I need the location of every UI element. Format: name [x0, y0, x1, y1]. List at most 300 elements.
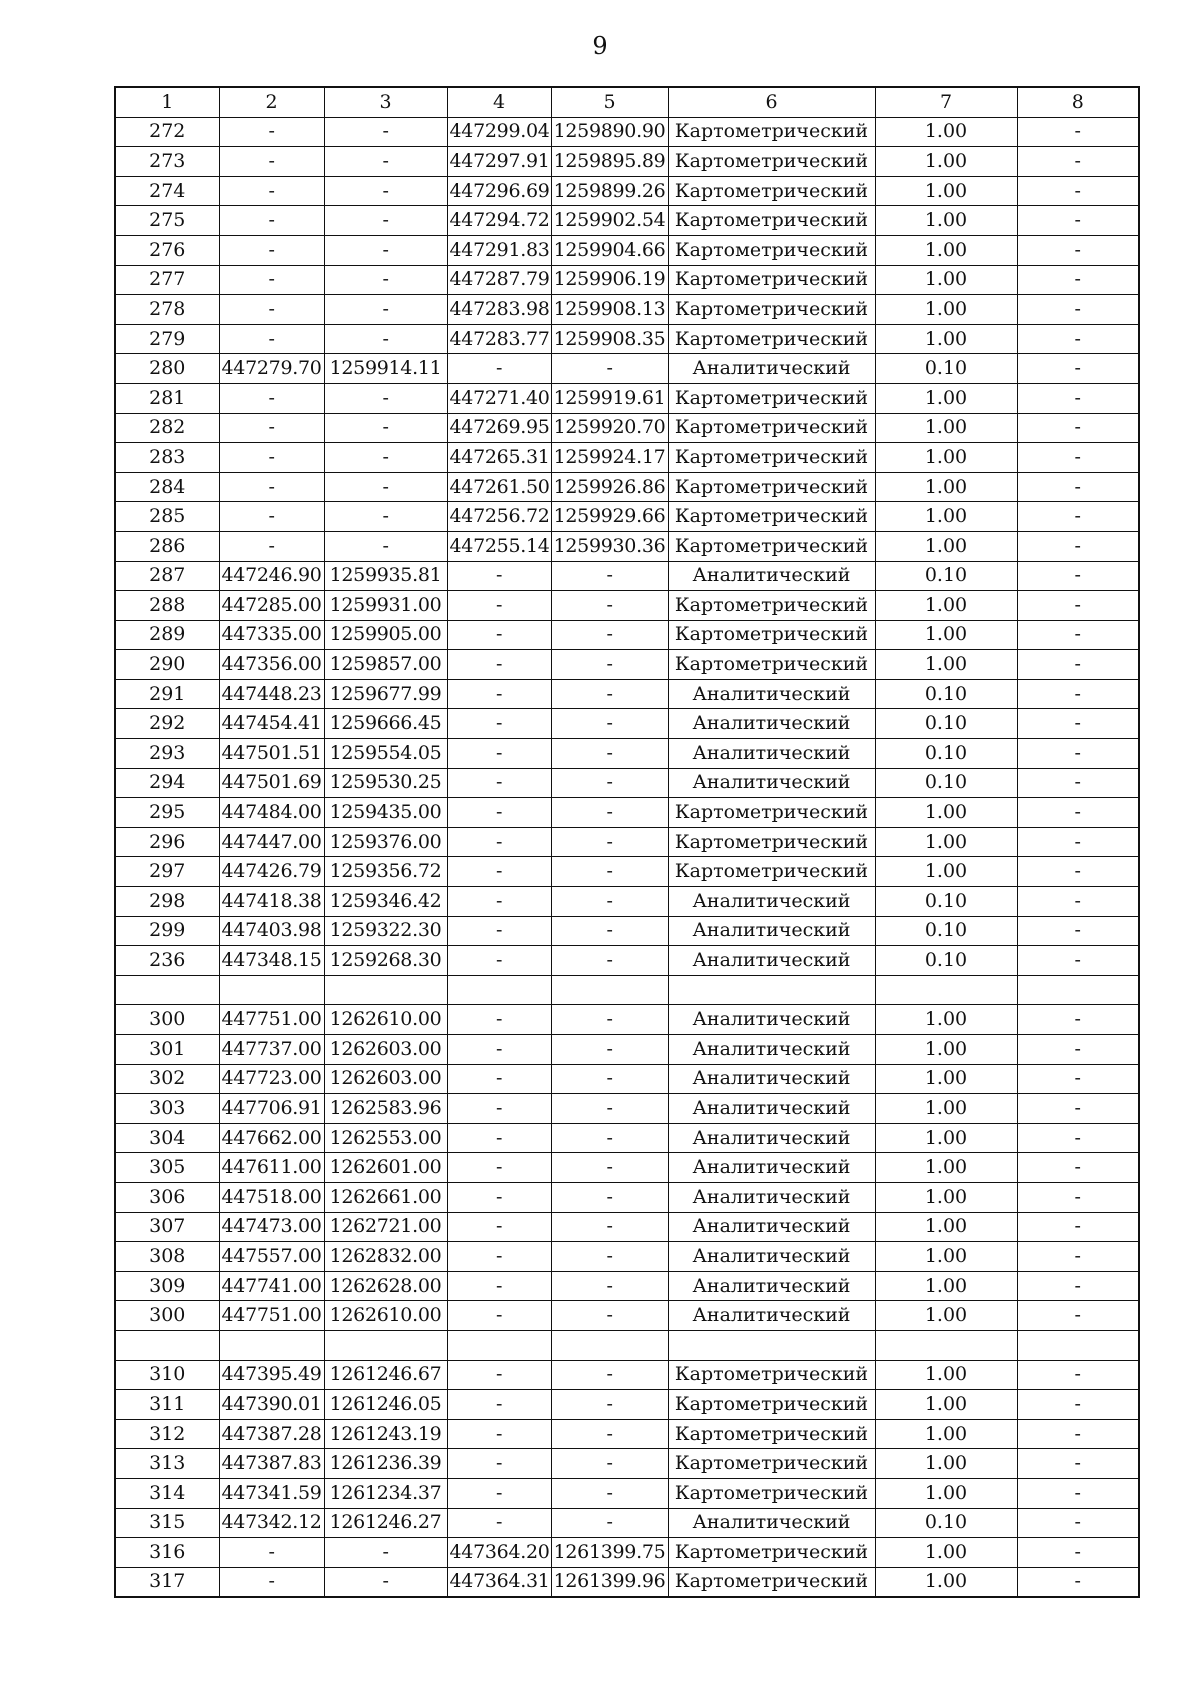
table-cell: 447662.00: [219, 1123, 324, 1153]
table-row: [115, 916, 1139, 946]
table-cell: 1259890.90: [551, 117, 668, 147]
table-cell: -: [219, 1538, 324, 1568]
table-cell: -: [447, 827, 551, 857]
table-cell: -: [1017, 502, 1139, 532]
table-cell: 447364.31: [447, 1567, 551, 1597]
table-cell: Аналитический: [668, 1064, 875, 1094]
table-cell: -: [447, 354, 551, 384]
table-cell: -: [447, 1123, 551, 1153]
table-cell: Картометрический: [668, 265, 875, 295]
table-row: [115, 768, 1139, 798]
table-cell: 289: [115, 620, 219, 650]
column-header: 7: [875, 87, 1017, 117]
table-cell: Картометрический: [668, 650, 875, 680]
table-cell: Аналитический: [668, 1301, 875, 1331]
table-cell: 1.00: [875, 1419, 1017, 1449]
table-cell: -: [1017, 1419, 1139, 1449]
table-cell: 447348.15: [219, 946, 324, 976]
table-cell: -: [1017, 1390, 1139, 1420]
table-cell: 1259666.45: [324, 709, 447, 739]
table-cell: 1262721.00: [324, 1212, 447, 1242]
table-cell: 447723.00: [219, 1064, 324, 1094]
table-cell: -: [324, 383, 447, 413]
table-cell: Картометрический: [668, 1419, 875, 1449]
table-cell: 1.00: [875, 827, 1017, 857]
table-cell: -: [551, 1182, 668, 1212]
table-cell: -: [551, 1005, 668, 1035]
table-cell: 1.00: [875, 235, 1017, 265]
table-cell: -: [324, 176, 447, 206]
table-cell: 315: [115, 1508, 219, 1538]
table-cell: -: [551, 1508, 668, 1538]
table-cell: 1262610.00: [324, 1301, 447, 1331]
table-cell: 447287.79: [447, 265, 551, 295]
table-cell: [875, 975, 1017, 1005]
table-cell: [219, 975, 324, 1005]
table-cell: -: [447, 1182, 551, 1212]
table-row: [115, 354, 1139, 384]
table-cell: -: [219, 235, 324, 265]
table-cell: 0.10: [875, 1508, 1017, 1538]
table-cell: 1261234.37: [324, 1478, 447, 1508]
table-cell: 447611.00: [219, 1153, 324, 1183]
table-cell: 1259930.36: [551, 531, 668, 561]
page-number: 9: [592, 32, 608, 60]
table-cell: 447426.79: [219, 857, 324, 887]
table-cell: -: [447, 620, 551, 650]
table-cell: 447418.38: [219, 887, 324, 917]
table-row: [115, 946, 1139, 976]
table-cell: 1259322.30: [324, 916, 447, 946]
table-cell: 1259931.00: [324, 591, 447, 621]
table-cell: -: [1017, 383, 1139, 413]
table-cell: 286: [115, 531, 219, 561]
table-cell: -: [219, 383, 324, 413]
table-cell: -: [551, 1390, 668, 1420]
table-cell: -: [324, 531, 447, 561]
table-cell: 447395.49: [219, 1360, 324, 1390]
table-cell: Аналитический: [668, 739, 875, 769]
table-cell: [219, 1330, 324, 1360]
table-cell: -: [447, 768, 551, 798]
table-row: [115, 206, 1139, 236]
table-cell: -: [447, 1212, 551, 1242]
table-cell: Картометрический: [668, 1478, 875, 1508]
table-cell: 1262628.00: [324, 1271, 447, 1301]
table-cell: 1.00: [875, 295, 1017, 325]
table-cell: 1.00: [875, 502, 1017, 532]
table-row: [115, 265, 1139, 295]
table-row: [115, 709, 1139, 739]
table-row: [115, 1567, 1139, 1597]
table-cell: -: [447, 1271, 551, 1301]
table-cell: [668, 975, 875, 1005]
table-row: [115, 1064, 1139, 1094]
table-cell: -: [219, 265, 324, 295]
table-cell: -: [551, 650, 668, 680]
table-cell: -: [551, 620, 668, 650]
table-cell: -: [219, 1567, 324, 1597]
table-cell: 1.00: [875, 413, 1017, 443]
table-cell: -: [551, 1301, 668, 1331]
table-cell: -: [447, 1449, 551, 1479]
table-cell: 0.10: [875, 739, 1017, 769]
table-cell: Аналитический: [668, 1153, 875, 1183]
table-row: [115, 1360, 1139, 1390]
column-header: 8: [1017, 87, 1139, 117]
table-cell: -: [551, 1094, 668, 1124]
table-cell: 312: [115, 1419, 219, 1449]
table-cell: Картометрический: [668, 295, 875, 325]
table-cell: -: [219, 117, 324, 147]
table-cell: 0.10: [875, 887, 1017, 917]
table-cell: 447387.28: [219, 1419, 324, 1449]
table-cell: -: [1017, 147, 1139, 177]
column-header: 2: [219, 87, 324, 117]
table-cell: 308: [115, 1242, 219, 1272]
table-cell: 447501.69: [219, 768, 324, 798]
table-cell: 1.00: [875, 117, 1017, 147]
table-cell: 447335.00: [219, 620, 324, 650]
table-row: [115, 1182, 1139, 1212]
table-row: [115, 591, 1139, 621]
table-cell: 288: [115, 591, 219, 621]
table-cell: 447448.23: [219, 679, 324, 709]
table-cell: 283: [115, 443, 219, 473]
table-cell: 447387.83: [219, 1449, 324, 1479]
table-cell: -: [1017, 1508, 1139, 1538]
table-cell: 275: [115, 206, 219, 236]
table-cell: -: [1017, 561, 1139, 591]
table-cell: 1262610.00: [324, 1005, 447, 1035]
table-cell: [447, 1330, 551, 1360]
table-cell: 273: [115, 147, 219, 177]
table-cell: 1259268.30: [324, 946, 447, 976]
table-cell: -: [551, 591, 668, 621]
table-cell: -: [219, 413, 324, 443]
column-header: 6: [668, 87, 875, 117]
table-row: [115, 443, 1139, 473]
table-cell: 1259435.00: [324, 798, 447, 828]
table-row: [115, 1123, 1139, 1153]
table-cell: 447741.00: [219, 1271, 324, 1301]
table-cell: Картометрический: [668, 1360, 875, 1390]
table-cell: 1259895.89: [551, 147, 668, 177]
table-cell: 447342.12: [219, 1508, 324, 1538]
table-cell: Аналитический: [668, 709, 875, 739]
table-cell: -: [447, 561, 551, 591]
table-cell: 0.10: [875, 354, 1017, 384]
table-cell: 1259908.35: [551, 324, 668, 354]
table-cell: -: [1017, 1094, 1139, 1124]
table-cell: -: [447, 1301, 551, 1331]
table-cell: 447255.14: [447, 531, 551, 561]
table-cell: -: [219, 472, 324, 502]
table-cell: 307: [115, 1212, 219, 1242]
table-cell: 1259926.86: [551, 472, 668, 502]
table-cell: Картометрический: [668, 117, 875, 147]
table-cell: 1261236.39: [324, 1449, 447, 1479]
table-cell: 1.00: [875, 472, 1017, 502]
table-cell: -: [1017, 324, 1139, 354]
table-cell: 1.00: [875, 1390, 1017, 1420]
table-cell: 1259929.66: [551, 502, 668, 532]
table-cell: -: [219, 443, 324, 473]
table-cell: 1262603.00: [324, 1064, 447, 1094]
table-row: [115, 1508, 1139, 1538]
table-cell: -: [219, 324, 324, 354]
table-cell: -: [1017, 679, 1139, 709]
table-cell: -: [551, 1123, 668, 1153]
table-cell: -: [219, 502, 324, 532]
table-row: [115, 117, 1139, 147]
table-cell: 447484.00: [219, 798, 324, 828]
table-cell: Картометрический: [668, 176, 875, 206]
table-cell: [668, 1330, 875, 1360]
table-cell: -: [219, 147, 324, 177]
table-cell: 1.00: [875, 531, 1017, 561]
table-row: [115, 1390, 1139, 1420]
table-cell: 1259530.25: [324, 768, 447, 798]
table-cell: Картометрический: [668, 857, 875, 887]
table-row: [115, 1301, 1139, 1331]
table-cell: [1017, 1330, 1139, 1360]
table-cell: 1.00: [875, 1094, 1017, 1124]
table-cell: -: [1017, 620, 1139, 650]
table-cell: 305: [115, 1153, 219, 1183]
table-cell: 447356.00: [219, 650, 324, 680]
table-cell: -: [551, 1419, 668, 1449]
table-cell: 0.10: [875, 561, 1017, 591]
table-cell: 447294.72: [447, 206, 551, 236]
table-cell: 447265.31: [447, 443, 551, 473]
table-cell: -: [551, 946, 668, 976]
table-cell: 1259908.13: [551, 295, 668, 325]
table-row: [115, 1538, 1139, 1568]
table-cell: -: [447, 916, 551, 946]
table-cell: 447269.95: [447, 413, 551, 443]
table-cell: 314: [115, 1478, 219, 1508]
table-cell: 447751.00: [219, 1301, 324, 1331]
table-cell: 1261399.75: [551, 1538, 668, 1568]
table-cell: 1.00: [875, 620, 1017, 650]
table-cell: 274: [115, 176, 219, 206]
table-cell: 1.00: [875, 1271, 1017, 1301]
table-cell: Картометрический: [668, 798, 875, 828]
table-cell: Аналитический: [668, 1212, 875, 1242]
table-cell: -: [1017, 354, 1139, 384]
table-cell: -: [447, 1478, 551, 1508]
table-cell: 1261243.19: [324, 1419, 447, 1449]
table-cell: -: [324, 472, 447, 502]
table-cell: 1259677.99: [324, 679, 447, 709]
table-cell: -: [324, 295, 447, 325]
table-cell: [551, 1330, 668, 1360]
table-cell: 284: [115, 472, 219, 502]
table-cell: Аналитический: [668, 1242, 875, 1272]
table-cell: 1.00: [875, 383, 1017, 413]
table-cell: Аналитический: [668, 887, 875, 917]
table-row: [115, 413, 1139, 443]
coordinates-table: [114, 86, 1140, 1598]
table-cell: 1262553.00: [324, 1123, 447, 1153]
table-row: [115, 1153, 1139, 1183]
table-cell: -: [324, 1538, 447, 1568]
table-cell: -: [551, 1449, 668, 1479]
table-cell: -: [551, 1212, 668, 1242]
table-cell: 303: [115, 1094, 219, 1124]
table-cell: -: [551, 768, 668, 798]
table-row: [115, 147, 1139, 177]
table-cell: 299: [115, 916, 219, 946]
table-cell: 298: [115, 887, 219, 917]
table-row: [115, 1330, 1139, 1360]
table-cell: -: [447, 591, 551, 621]
table-cell: -: [1017, 472, 1139, 502]
table-cell: 1.00: [875, 650, 1017, 680]
table-cell: 1259924.17: [551, 443, 668, 473]
table-cell: 1262603.00: [324, 1035, 447, 1065]
table-cell: 1261399.96: [551, 1567, 668, 1597]
table-cell: Аналитический: [668, 1123, 875, 1153]
table-cell: 272: [115, 117, 219, 147]
table-cell: -: [551, 1360, 668, 1390]
table-cell: -: [1017, 295, 1139, 325]
table-cell: 306: [115, 1182, 219, 1212]
table-cell: 1259554.05: [324, 739, 447, 769]
table-cell: -: [551, 354, 668, 384]
table-cell: -: [1017, 531, 1139, 561]
table-cell: -: [1017, 887, 1139, 917]
table-row: [115, 295, 1139, 325]
table-cell: 447454.41: [219, 709, 324, 739]
table-cell: 1262832.00: [324, 1242, 447, 1272]
table-cell: 317: [115, 1567, 219, 1597]
table-cell: 280: [115, 354, 219, 384]
table-cell: 291: [115, 679, 219, 709]
table-cell: -: [1017, 739, 1139, 769]
table-cell: -: [1017, 709, 1139, 739]
table-cell: -: [324, 502, 447, 532]
table-cell: Картометрический: [668, 1390, 875, 1420]
table-cell: 281: [115, 383, 219, 413]
table-cell: 1.00: [875, 591, 1017, 621]
table-cell: -: [1017, 591, 1139, 621]
table-cell: -: [219, 531, 324, 561]
table-body: [115, 117, 1139, 1597]
table-cell: 1.00: [875, 1538, 1017, 1568]
table-cell: 447341.59: [219, 1478, 324, 1508]
table-cell: [115, 1330, 219, 1360]
table-cell: 285: [115, 502, 219, 532]
table-cell: -: [551, 709, 668, 739]
table-cell: Картометрический: [668, 502, 875, 532]
table-cell: -: [551, 1242, 668, 1272]
table-cell: 1262583.96: [324, 1094, 447, 1124]
table-cell: -: [447, 1390, 551, 1420]
table-cell: 1259914.11: [324, 354, 447, 384]
table-cell: -: [551, 1271, 668, 1301]
table-cell: -: [1017, 1242, 1139, 1272]
column-header: 4: [447, 87, 551, 117]
table-cell: -: [551, 857, 668, 887]
table-cell: -: [447, 650, 551, 680]
table-cell: -: [1017, 1271, 1139, 1301]
table-cell: 294: [115, 768, 219, 798]
table-cell: 1261246.27: [324, 1508, 447, 1538]
table-cell: -: [551, 739, 668, 769]
table-cell: Аналитический: [668, 1005, 875, 1035]
table-cell: -: [447, 1153, 551, 1183]
table-row: [115, 1478, 1139, 1508]
table-cell: 1.00: [875, 1153, 1017, 1183]
table-row: [115, 739, 1139, 769]
table-cell: 447256.72: [447, 502, 551, 532]
table-cell: -: [1017, 857, 1139, 887]
table-cell: 297: [115, 857, 219, 887]
table-cell: 1.00: [875, 1242, 1017, 1272]
table-cell: Картометрический: [668, 443, 875, 473]
table-cell: 1.00: [875, 147, 1017, 177]
table-cell: -: [1017, 117, 1139, 147]
table-cell: -: [1017, 768, 1139, 798]
table-cell: Аналитический: [668, 1035, 875, 1065]
table-cell: -: [1017, 176, 1139, 206]
table-cell: -: [551, 798, 668, 828]
table-cell: -: [1017, 827, 1139, 857]
table-cell: 1259346.42: [324, 887, 447, 917]
table-cell: -: [447, 1508, 551, 1538]
table-cell: 300: [115, 1005, 219, 1035]
table-cell: 447557.00: [219, 1242, 324, 1272]
table-cell: 301: [115, 1035, 219, 1065]
table-cell: -: [551, 887, 668, 917]
table-cell: 277: [115, 265, 219, 295]
table-cell: -: [219, 176, 324, 206]
table-cell: 447364.20: [447, 1538, 551, 1568]
table-cell: 447261.50: [447, 472, 551, 502]
table-cell: 447518.00: [219, 1182, 324, 1212]
table-cell: 447751.00: [219, 1005, 324, 1035]
table-cell: -: [1017, 1478, 1139, 1508]
table-cell: -: [324, 324, 447, 354]
table-row: [115, 472, 1139, 502]
table-cell: -: [324, 235, 447, 265]
table-cell: 279: [115, 324, 219, 354]
table-row: [115, 857, 1139, 887]
table-cell: 447390.01: [219, 1390, 324, 1420]
table-cell: 1259904.66: [551, 235, 668, 265]
table-cell: Картометрический: [668, 147, 875, 177]
table-cell: Картометрический: [668, 413, 875, 443]
table-cell: 1.00: [875, 798, 1017, 828]
table-row: [115, 1005, 1139, 1035]
table-cell: 1259857.00: [324, 650, 447, 680]
table-cell: 1.00: [875, 1301, 1017, 1331]
table-cell: -: [324, 265, 447, 295]
table-cell: Картометрический: [668, 324, 875, 354]
table-cell: [551, 975, 668, 1005]
table-cell: Аналитический: [668, 354, 875, 384]
table-cell: -: [551, 1035, 668, 1065]
table-cell: 447297.91: [447, 147, 551, 177]
table-cell: -: [219, 295, 324, 325]
table-cell: Аналитический: [668, 768, 875, 798]
table-cell: -: [1017, 916, 1139, 946]
table-cell: -: [1017, 235, 1139, 265]
table-row: [115, 798, 1139, 828]
table-cell: -: [324, 1567, 447, 1597]
